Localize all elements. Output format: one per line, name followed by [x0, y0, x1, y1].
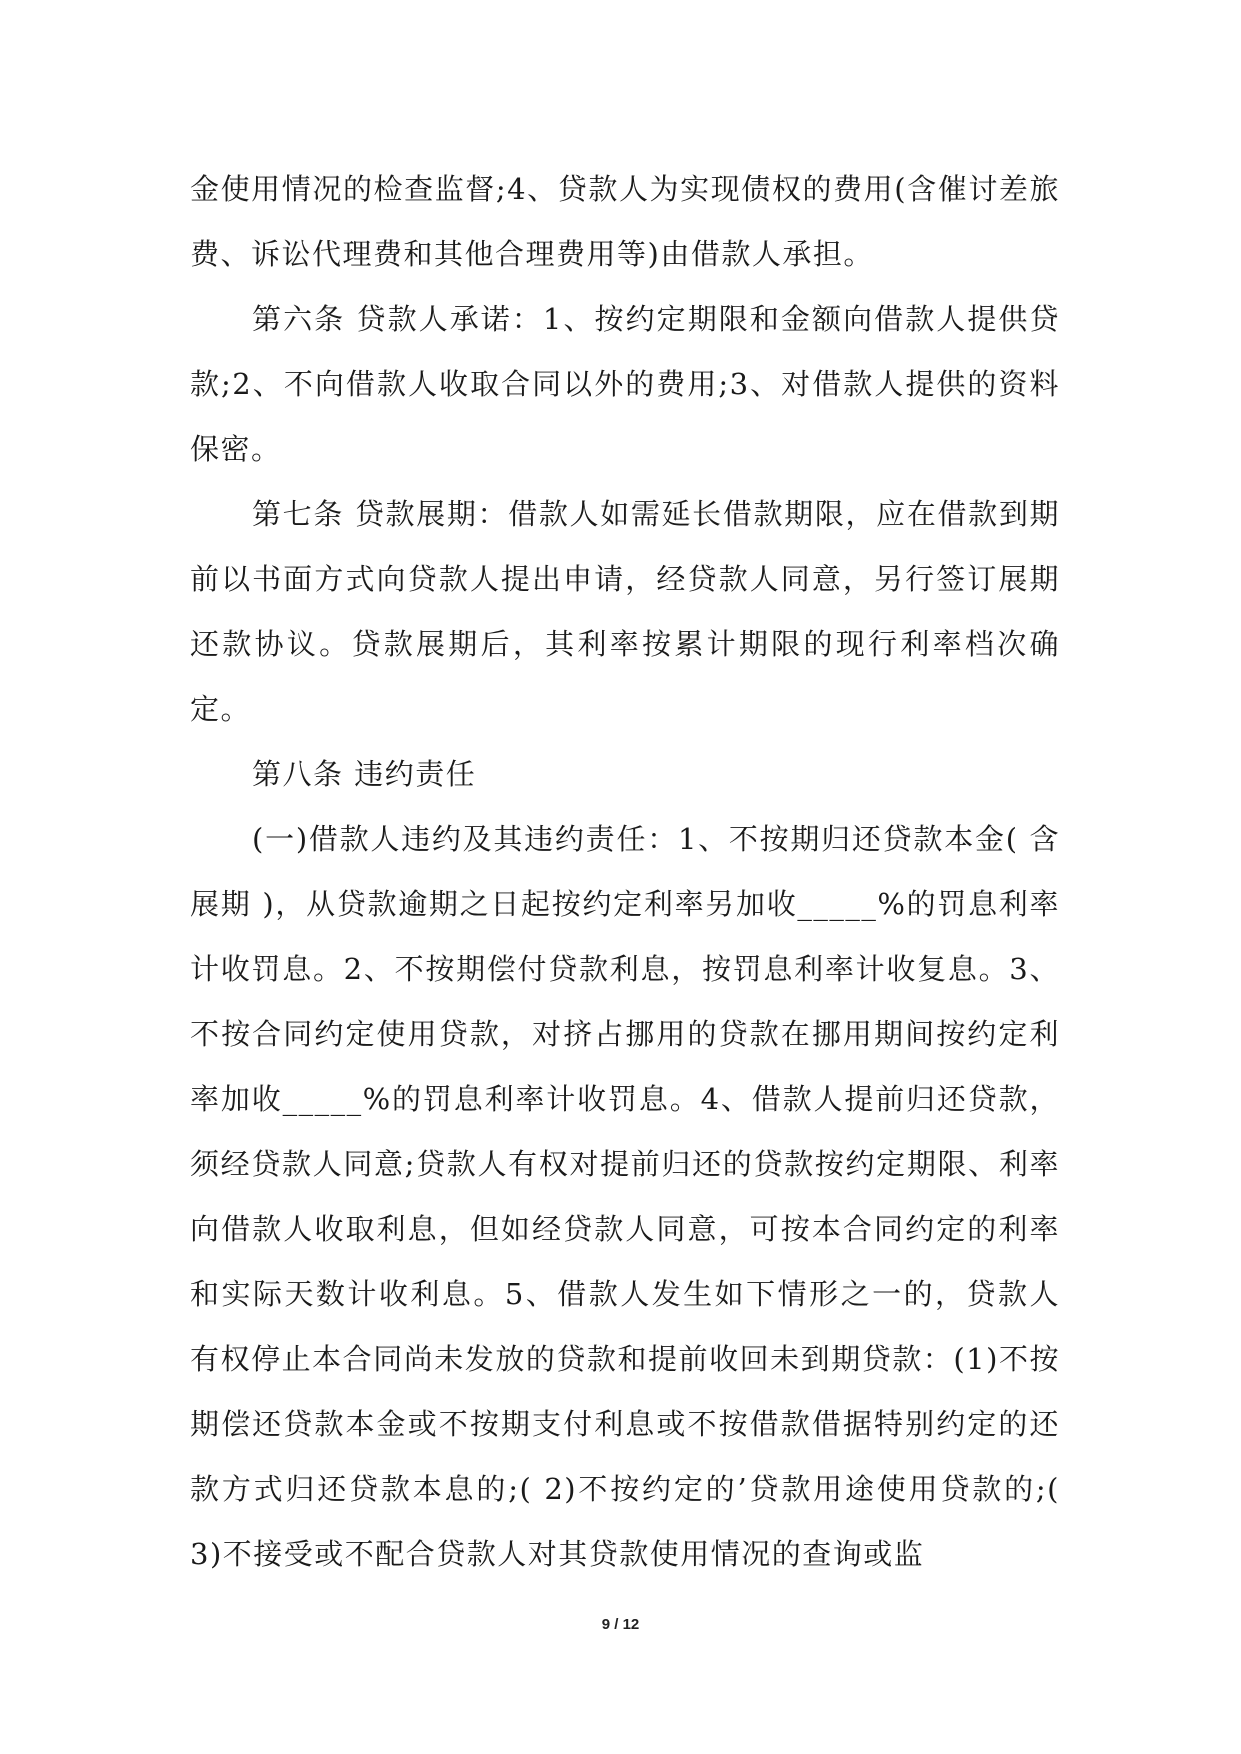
heading-article-8: 第八条 违约责任 [252, 757, 477, 791]
paragraph-continuation: 金使用情况的检查监督;4、贷款人为实现债权的费用(含催讨差旅费、诉讼代理费和其他合理费用等)由借款人承担。 [190, 172, 1060, 271]
paragraph-article-6: 第六条 贷款人承诺：1、按约定期限和金额向借款人提供贷款;2、不向借款人收取合同以外的费用;3、对借款人提供的资料保密。 [190, 302, 1060, 466]
paragraph-article-7: 第七条 贷款展期：借款人如需延长借款期限，应在借款到期前以书面方式向贷款人提出申请，经贷款人同意，另行签订展期还款协议。贷款展期后，其利率按累计期限的现行利率档次确定。 [190, 497, 1060, 726]
document-body [190, 157, 1060, 1587]
paragraph-article-8-section-1: (一)借款人违约及其违约责任：1、不按期归还贷款本金( 含展期 )，从贷款逾期之日起按约定利率另加收_____%的罚息利率计收罚息。2、不按期偿付贷款利息，按罚息利率计收复息。3、不按合同约定使用贷款，对挤占挪用的贷款在挪用期间按约定利率加收_____%的罚息利率计收罚息。4、借款人提前归还贷款，须经贷款人同意;贷款人有权对提前归还的贷款按约定期限、利率向借款人收取利息，但如经贷款人同意，可按本合同约定的利率和实际天数计收利息。5、借款人发生如下情形之一的，贷款人有权停止本合同尚未发放的贷款和提前收回未到期贷款：(1)不按期偿还贷款本金或不按期支付利息或不按借款借据特别约定的还款方式归还贷款本息的;( 2)不按约定的’贷款用途使用贷款的;( 3)不接受或不配合贷款人对其贷款使用情况的查询或监 [190, 822, 1060, 1571]
page-number: 9 / 12 [601, 1616, 640, 1633]
